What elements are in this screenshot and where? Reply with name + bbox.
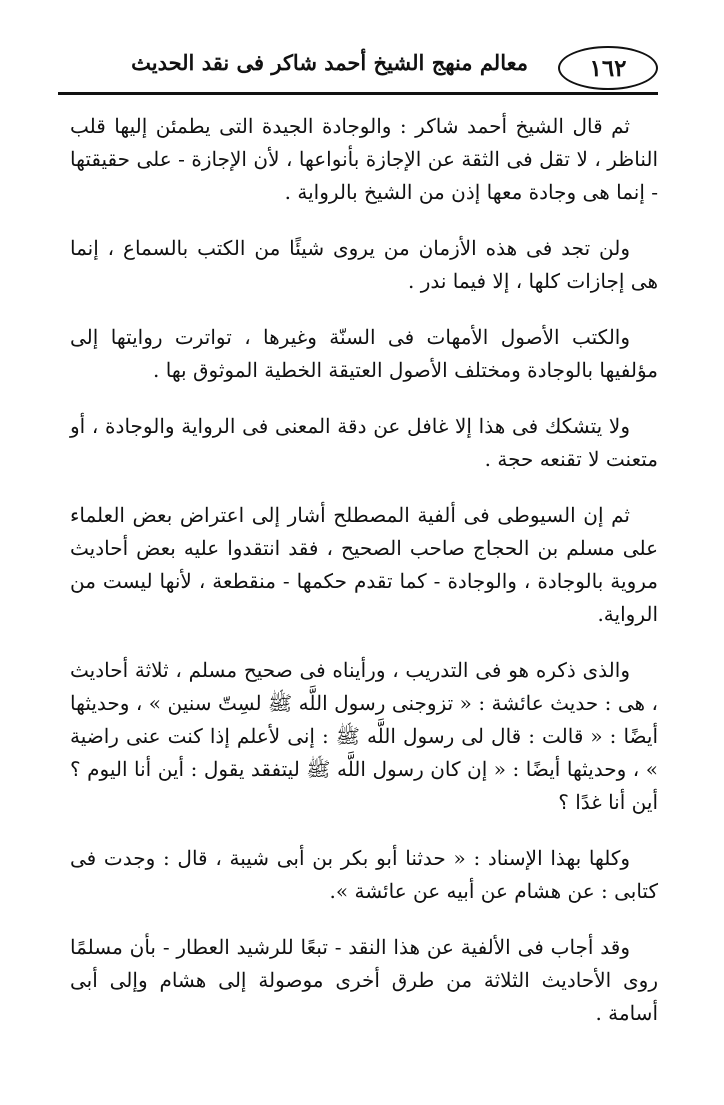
paragraph: وكلها بهذا الإسناد : « حدثنا أبو بكر بن أبى شيبة ، قال : وجدت فى كتابى : عن هشام عن أبيه عن عائشة ». [70, 846, 658, 903]
paragraph: ثم إن السيوطى فى ألفية المصطلح أشار إلى اعتراض بعض العلماء على مسلم بن الحجاج صاحب الصحيح ، فقد انتقدوا عليه بعض أحاديث مروية بالوجادة ، والوجادة - كما تقدم حكمها - منقطعة ، لأنها ليست من الرواية. [70, 503, 658, 626]
paragraph: والذى ذكره هو فى التدريب ، ورأيناه فى صحيح مسلم ، ثلاثة أحاديث ، هى : حديث عائشة : « تزوجنى رسول اللَّه ﷺ لسِتّ سنين » ، وحديثها أيضًا : « قالت : قال لى رسول اللَّه ﷺ : إنى لأعلم إذا كنت عنى راضية » ، وحديثها أيضًا : « إن كان رسول اللَّه ﷺ ليتفقد يقول : أين أنا اليوم ؟ أين أنا غدًا ؟ [70, 658, 658, 814]
paragraph: ولن تجد فى هذه الأزمان من يروى شيئًا من الكتب بالسماع ، إنما هى إجازات كلها ، إلا فيما ندر . [70, 236, 658, 293]
body-text [70, 110, 658, 1053]
header-rule [58, 92, 658, 95]
page-number: ١٦٢ [558, 46, 658, 90]
paragraph: وقد أجاب فى الألفية عن هذا النقد - تبعًا للرشيد العطار - بأن مسلمًا روى الأحاديث الثلاثة من طرق أخرى موصولة إلى هشام وإلى أبى أسامة . [70, 935, 658, 1025]
page-header [58, 42, 658, 90]
paragraph: والكتب الأصول الأمهات فى السنّة وغيرها ، تواترت روايتها إلى مؤلفيها بالوجادة ومختلف الأصول العتيقة الخطية الموثوق بها . [70, 325, 658, 382]
paragraph: ولا يتشكك فى هذا إلا غافل عن دقة المعنى فى الرواية والوجادة ، أو متعنت لا تقنعه حجة . [70, 414, 658, 471]
running-title: معالم منهج الشيخ أحمد شاكر فى نقد الحديث [131, 50, 528, 75]
paragraph: ثم قال الشيخ أحمد شاكر : والوجادة الجيدة التى يطمئن إليها قلب الناظر ، لا تقل فى الثقة عن الإجازة بأنواعها ، لأن الإجازة - على حقيقتها - إنما هى وجادة معها إذن من الشيخ بالرواية . [70, 114, 658, 204]
